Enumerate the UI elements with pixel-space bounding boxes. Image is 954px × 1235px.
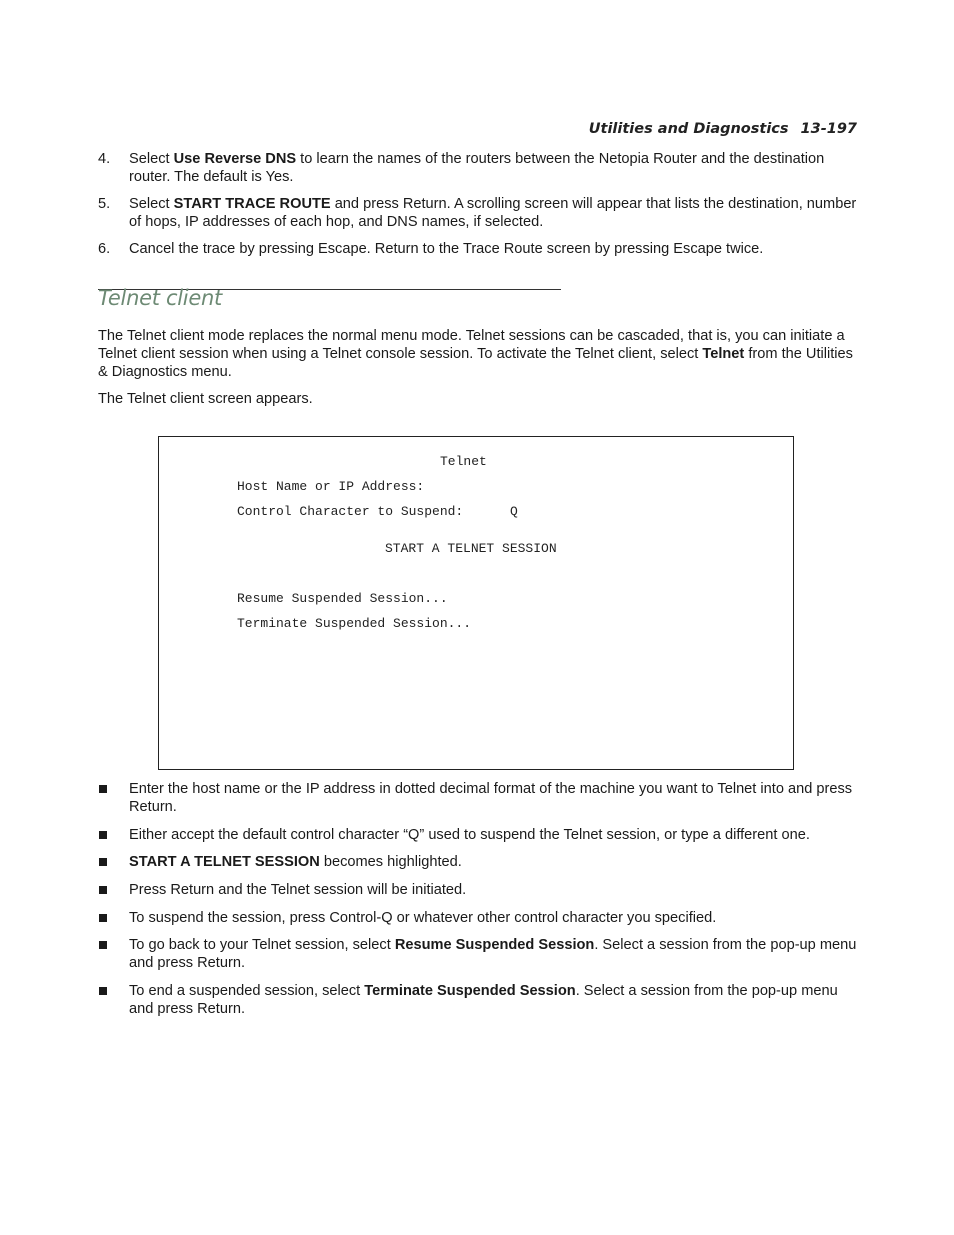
list-item	[98, 982, 860, 1018]
bullet-square-icon	[99, 886, 107, 894]
bullet-text-end: . Select a session from the pop-up menu and press Return.	[129, 983, 838, 1018]
host-name-label[interactable]: Host Name or IP Address:	[237, 479, 425, 494]
screen-title: Telnet	[440, 454, 487, 469]
step-number: 4.	[98, 151, 111, 167]
list-item	[98, 853, 860, 871]
bullet-bold-text: Resume Suspended Session	[394, 937, 595, 954]
step-text: Select	[129, 151, 174, 167]
bullet-square-icon	[99, 785, 107, 793]
bullet-square-icon	[99, 914, 107, 922]
step-text-end: and press Return. A scrolling screen will appear that lists the destination, number of hops, IP addresses of each hop, and DNS names, if selected.	[129, 196, 857, 230]
resume-session-item[interactable]: Resume Suspended Session...	[237, 591, 448, 606]
bullet-bold-text: Terminate Suspended Session	[364, 983, 576, 1000]
step-number: 6.	[98, 241, 111, 257]
bullet-text: To suspend the session, press Control-Q or whatever other control character you specified.	[129, 909, 717, 926]
bullet-square-icon	[99, 858, 107, 866]
step-text: Cancel the trace by pressing Escape. Return to the Trace Route screen by pressing Escape twice.	[129, 241, 764, 257]
step-text-end: to learn the names of the routers between the Netopia Router and the destination router. The default is Yes.	[129, 151, 825, 185]
control-character-label[interactable]: Control Character to Suspend:	[237, 504, 464, 519]
step-item	[98, 150, 860, 186]
step-number: 5.	[98, 196, 111, 212]
bullet-square-icon	[99, 831, 107, 839]
section-title: Telnet client	[98, 286, 222, 310]
bullet-text: To go back to your Telnet session, select	[129, 937, 395, 954]
list-item	[98, 881, 860, 899]
step-item	[98, 240, 860, 258]
terminate-session-item[interactable]: Terminate Suspended Session...	[237, 616, 472, 631]
bullet-text: Press Return and the Telnet session will be initiated.	[129, 882, 467, 899]
bullet-text-end: . Select a session from the pop-up menu and press Return.	[129, 937, 857, 972]
intro-text-end: from the Utilities & Diagnostics menu.	[98, 346, 853, 380]
list-item	[98, 826, 860, 844]
bullet-text: To end a suspended session, select	[129, 983, 365, 1000]
list-item	[98, 780, 860, 816]
step-text: Select	[129, 196, 174, 212]
page-number: 13-197	[800, 121, 857, 137]
list-item	[98, 909, 860, 927]
intro-text-start: The Telnet client mode replaces the normal menu mode. Telnet sessions can be cascaded, that is, you can initiate a Telnet client session when using a Telnet console session. To activate the Telnet client, select	[98, 328, 845, 362]
bullet-bold-text: START A TELNET SESSION	[129, 854, 320, 871]
step-bold-text: Use Reverse DNS	[173, 151, 297, 167]
intro-text	[98, 327, 860, 417]
telnet-screen	[158, 436, 794, 770]
intro-paragraph-2: The Telnet client screen appears.	[98, 391, 313, 407]
running-head-section: Utilities and Diagnostics	[588, 121, 789, 137]
bullet-text: Either accept the default control character “Q” used to suspend the Telnet session, or type a different one.	[129, 826, 810, 843]
bullet-text: Enter the host name or the IP address in dotted decimal format of the machine you want to Telnet into and press Return.	[129, 781, 853, 815]
running-head	[589, 120, 857, 138]
bullet-text-end: becomes highlighted.	[319, 854, 462, 871]
list-item	[98, 936, 860, 972]
bullet-square-icon	[99, 987, 107, 995]
step-item	[98, 195, 860, 231]
bullet-square-icon	[99, 941, 107, 949]
bullet-list	[98, 780, 860, 1028]
intro-paragraph	[98, 327, 860, 381]
control-character-value[interactable]: Q	[510, 504, 518, 519]
start-telnet-session-button[interactable]: START A TELNET SESSION	[385, 541, 557, 556]
step-list	[98, 150, 860, 267]
intro-bold-text: Telnet	[702, 346, 745, 362]
step-bold-text: START TRACE ROUTE	[173, 196, 331, 212]
